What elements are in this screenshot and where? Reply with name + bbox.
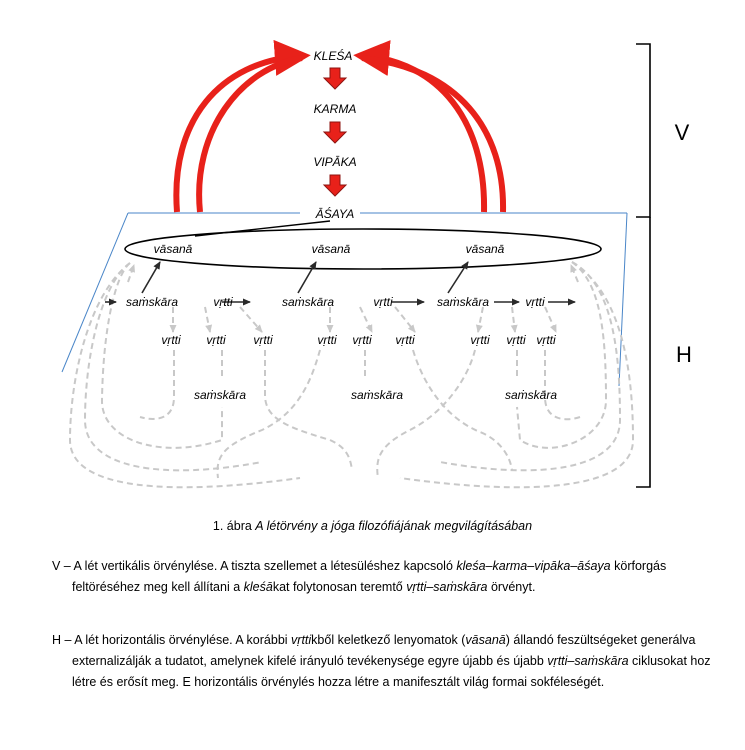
label-klesa: KLEŚA xyxy=(313,49,353,63)
label-vrtti-low-5: vṛtti xyxy=(352,333,372,347)
legend-v-segment: kleśa–karma–vipāka–āśaya xyxy=(456,559,611,573)
cycle-down-arrows xyxy=(324,68,346,196)
legend-h-segment: ) állandó feszültségeket generálva externalizálják a tudatot, amelynek kifelé irányuló tevékenysége egyre újabb és újabb xyxy=(72,633,696,668)
down-arrow-vipaka-asaya xyxy=(324,175,346,196)
label-vrtti-row-3: vṛtti xyxy=(525,295,545,309)
label-vrtti-low-8: vṛtti xyxy=(506,333,526,347)
label-samskara-low-2: saṁskāra xyxy=(350,388,404,402)
figure-caption xyxy=(0,519,745,533)
label-samskara-low-3: saṁskāra xyxy=(504,388,558,402)
label-samskara-row-1: saṁskāra xyxy=(125,295,179,309)
legend-h-segment: ciklusokat hoz létre és erősít meg. E horizontális örvénylés hozza létre a manifesztált világ formai sokféleségét. xyxy=(72,654,711,689)
label-vrtti-low-9: vṛtti xyxy=(536,333,556,347)
legend-v-segment: kat folytonosan teremtő xyxy=(272,580,407,594)
label-vrtti-row-1: vṛtti xyxy=(213,295,233,309)
legend-v-segment: kleśā xyxy=(243,580,273,594)
bracket-label-h: H xyxy=(676,342,692,367)
label-asaya: ĀŚAYA xyxy=(315,207,355,221)
legend-h-segment: vṛtti–saṁskāra xyxy=(547,654,629,668)
bracket-v xyxy=(636,44,650,487)
legend-h-segment: vṛtti xyxy=(291,633,312,647)
vasana-ellipse xyxy=(125,229,601,269)
label-samskara-row-2: saṁskāra xyxy=(281,295,335,309)
down-arrow-kleśa-karma xyxy=(324,68,346,89)
label-vrtti-low-6: vṛtti xyxy=(395,333,415,347)
legend-h-segment: kből keletkező lenyomatok ( xyxy=(311,633,466,647)
label-vrtti-low-2: vṛtti xyxy=(206,333,226,347)
legend-v-segment: körforgás feltöréséhez meg kell állítani a xyxy=(72,559,667,594)
legend-h-segment: vāsanā xyxy=(465,633,506,647)
legend-v-segment: vṛtti–saṁskāra xyxy=(406,580,488,594)
legend-v-segment: V – A lét vertikális örvénylése. A tiszta szellemet a létesüléshez kapcsoló xyxy=(52,559,457,573)
label-samskara-low-1: saṁskāra xyxy=(193,388,247,402)
label-karma: KARMA xyxy=(313,102,357,116)
label-vrtti-low-7: vṛtti xyxy=(470,333,490,347)
label-samskara-row-3: saṁskāra xyxy=(436,295,490,309)
legend-h xyxy=(52,630,712,693)
label-vasana-2: vāsanā xyxy=(311,242,351,256)
label-vasana-3: vāsanā xyxy=(465,242,505,256)
legend-v-segment: örvényt. xyxy=(487,580,536,594)
label-vipaka: VIPĀKA xyxy=(313,155,357,169)
label-vrtti-low-4: vṛtti xyxy=(317,333,337,347)
bracket-label-v: V xyxy=(674,120,690,145)
label-vrtti-row-2: vṛtti xyxy=(373,295,393,309)
legend-v xyxy=(52,556,712,598)
caption-prefix: 1. ábra xyxy=(212,519,252,533)
legend-v-text xyxy=(52,556,712,598)
label-vrtti-low-1: vṛtti xyxy=(161,333,181,347)
legend-h-text xyxy=(52,630,712,693)
label-vrtti-low-3: vṛtti xyxy=(253,333,273,347)
legend-h-segment: H – A lét horizontális örvénylése. A korábbi xyxy=(52,633,292,647)
down-arrow-karma-vipaka xyxy=(324,122,346,143)
caption-title: A létörvény a jóga filozófiájának megvilágításában xyxy=(255,519,533,533)
label-vasana-1: vāsanā xyxy=(153,242,193,256)
